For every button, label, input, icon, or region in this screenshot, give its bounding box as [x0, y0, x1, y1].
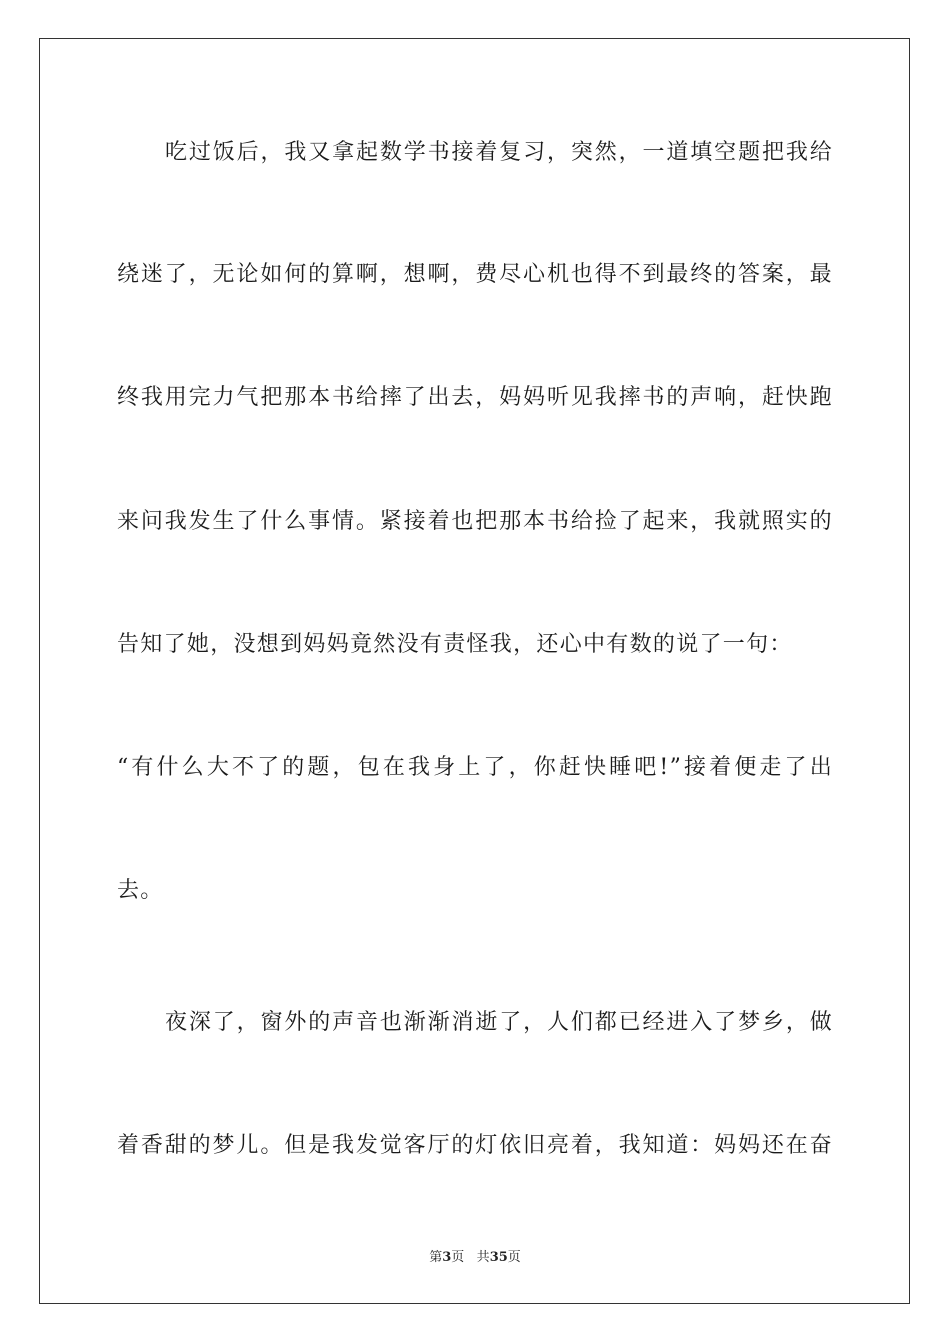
paragraph-line-6: “有什么大不了的题，包在我身上了，你赶快睡吧!”接着便走了出	[117, 755, 833, 780]
paragraph-line-3: 终我用完力气把那本书给摔了出去，妈妈听见我摔书的声响，赶快跑	[117, 385, 833, 410]
page-total: 35	[489, 1250, 508, 1265]
total-prefix: 共	[476, 1250, 490, 1265]
paragraph-line-9: 着香甜的梦儿。但是我发觉客厅的灯依旧亮着，我知道：妈妈还在奋	[117, 1133, 833, 1158]
paragraph-line-1: 吃过饭后，我又拿起数学书接着复习，突然，一道填空题把我给	[165, 140, 833, 165]
page-current: 3	[442, 1250, 452, 1265]
page-prefix: 第	[429, 1250, 443, 1265]
page-border	[39, 38, 910, 1304]
page-suffix: 页	[451, 1250, 465, 1265]
paragraph-line-4: 来问我发生了什么事情。紧接着也把那本书给捡了起来，我就照实的	[117, 509, 833, 534]
paragraph-line-7: 去。	[117, 878, 164, 903]
paragraph-line-5: 告知了她，没想到妈妈竟然没有责怪我，还心中有数的说了一句：	[117, 632, 793, 657]
paragraph-line-2: 绕迷了，无论如何的算啊，想啊，费尽心机也得不到最终的答案，最	[117, 262, 833, 287]
paragraph-line-8: 夜深了，窗外的声音也渐渐消逝了，人们都已经进入了梦乡，做	[165, 1010, 833, 1035]
page-footer	[0, 1250, 950, 1266]
total-suffix: 页	[507, 1250, 521, 1265]
